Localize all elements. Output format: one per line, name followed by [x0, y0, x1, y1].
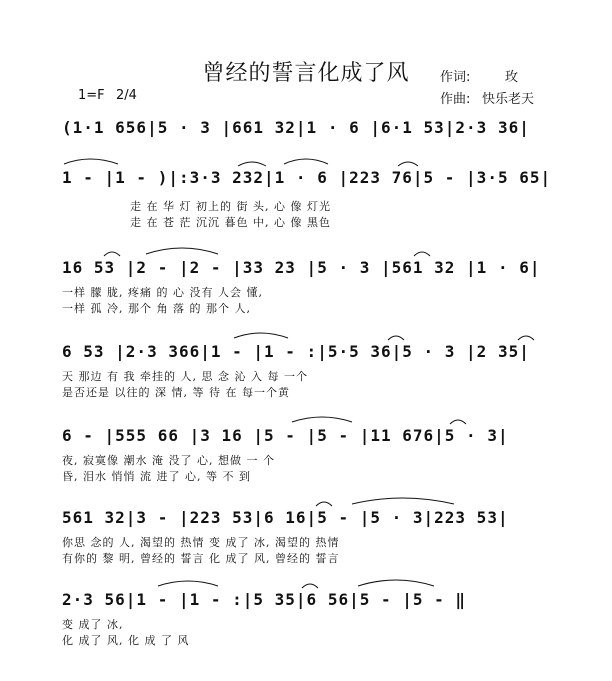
notation-line: 16 53 |2 - |2 - |33 23 |5 · 3 |561 32 |1 · 6|	[62, 258, 541, 277]
notation-line: 1 - |1 - )|:3·3 232|1 · 6 |223 76|5 - |3·5 65|	[62, 168, 552, 187]
notation-line: 2·3 56|1 - |1 - :|5 35|6 56|5 - |5 - ‖	[62, 590, 467, 609]
lyric-verse-1: 夜, 寂寞像 潮水 淹 没了 心, 想做 一 个	[62, 454, 275, 467]
song-title: 曾经的誓言化成了风	[202, 61, 410, 86]
score-system-2	[62, 168, 562, 194]
score-system-6	[62, 508, 562, 534]
lyric-verse-1: 一样 朦 胧, 疼痛 的 心 没有 人会 懂,	[62, 286, 263, 299]
lyric-verse-2: 昏, 泪水 悄悄 流 进了 心, 等 不 到	[62, 470, 251, 483]
lyric-verse-2: 化 成了 风, 化 成 了 风	[62, 634, 190, 647]
lyric-verse-2: 是否还是 以往的 深 情, 等 待 在 每一个黄	[62, 386, 290, 399]
score-system-7	[62, 590, 562, 616]
score-system-4	[62, 342, 562, 368]
lyricist-label: 作词:	[440, 70, 471, 85]
lyric-verse-2: 有你的 黎 明, 曾经的 誓言 化 成了 风, 曾经的 誓言	[62, 552, 340, 565]
notation-line: (1·1 656|5 · 3 |661 32|1 · 6 |6·1 53|2·3 36|	[62, 118, 530, 137]
score-system-1	[62, 118, 562, 144]
lyric-verse-1: 变 成了 冰,	[62, 618, 124, 631]
lyric-verse-1: 你思 念的 人, 渴望的 热情 变 成了 冰, 渴望的 热情	[62, 536, 340, 549]
lyricist-name: 玫	[505, 70, 519, 85]
time-signature: 2/4	[116, 88, 137, 103]
lyric-verse-2: 走 在 苍 茫 沉沉 暮色 中, 心 像 黑色	[130, 216, 331, 229]
notation-line: 6 - |555 66 |3 16 |5 - |5 - |11 676|5 · 3|	[62, 426, 509, 445]
notation-line: 561 32|3 - |223 53|6 16|5 - |5 · 3|223 53|	[62, 508, 509, 527]
score-system-3	[62, 258, 562, 284]
composer-name: 快乐老天	[482, 92, 535, 107]
lyric-verse-1: 走 在 华 灯 初上的 街 头, 心 像 灯光	[130, 200, 331, 213]
key-signature: 1=F	[78, 88, 105, 103]
score-system-5	[62, 426, 562, 452]
notation-line: 6 53 |2·3 366|1 - |1 - :|5·5 36|5 · 3 |2 35|	[62, 342, 530, 361]
lyric-verse-1: 天 那边 有 我 牵挂的 人, 思 念 沁 入 每 一个	[62, 370, 308, 383]
composer-label: 作曲:	[440, 92, 471, 107]
lyric-verse-2: 一样 孤 冷, 那个 角 落 的 那个 人,	[62, 302, 251, 315]
